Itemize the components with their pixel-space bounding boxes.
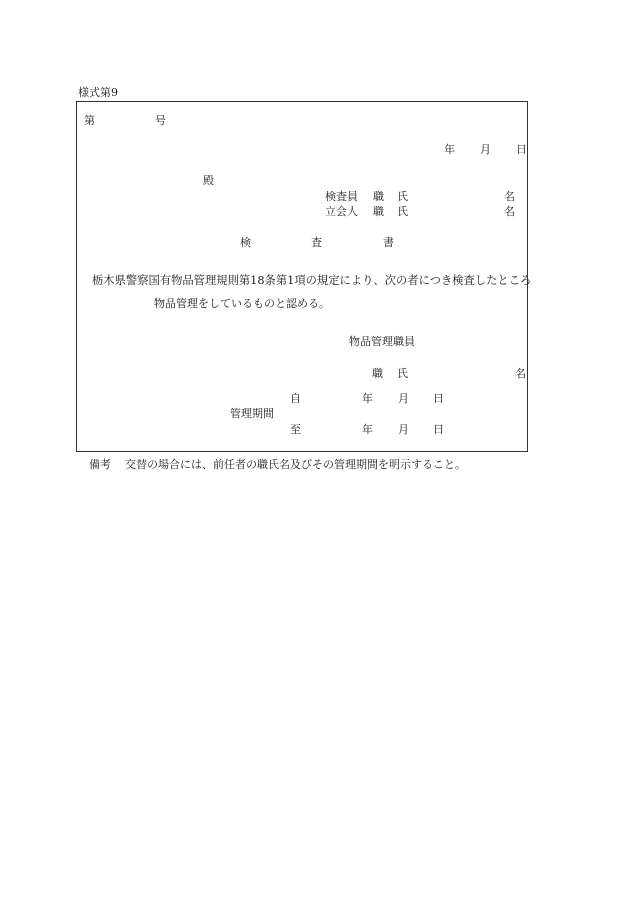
note-text: 交替の場合には、前任者の職氏名及びその管理期間を明示すること。 — [125, 458, 466, 471]
period-from-prefix: 自 — [290, 392, 301, 405]
witness-shi: 氏 — [397, 205, 408, 218]
addressee-dono: 殿 — [203, 174, 214, 187]
period-to-day: 日 — [433, 423, 444, 436]
body-line-1: 栃木県警察国有物品管理規則第18条第1項の規定により、次の者につき検査したところ — [92, 274, 532, 287]
title-char-2: 査 — [311, 236, 322, 249]
official-shi: 氏 — [397, 367, 408, 380]
form-label: 様式第9 — [78, 86, 118, 99]
title-char-3: 書 — [383, 236, 394, 249]
period-to-prefix: 至 — [290, 423, 301, 436]
period-from-year: 年 — [362, 392, 373, 405]
period-to-year: 年 — [362, 423, 373, 436]
period-to-month: 月 — [398, 423, 409, 436]
official-shoku: 職 — [372, 367, 383, 380]
period-from-month: 月 — [398, 392, 409, 405]
date-month: 月 — [480, 143, 491, 156]
note-label: 備考 — [89, 458, 111, 471]
date-year: 年 — [444, 143, 455, 156]
witness-mei: 名 — [504, 205, 515, 218]
inspector-shi: 氏 — [397, 190, 408, 203]
witness-shoku: 職 — [373, 205, 384, 218]
number-dai: 第 — [84, 114, 95, 127]
inspector-mei: 名 — [504, 190, 515, 203]
period-from-day: 日 — [433, 392, 444, 405]
official-title: 物品管理職員 — [349, 335, 415, 348]
inspector-role: 検査員 — [325, 190, 358, 203]
official-mei: 名 — [515, 367, 526, 380]
inspector-shoku: 職 — [373, 190, 384, 203]
title-char-1: 検 — [240, 236, 251, 249]
body-line-2: 物品管理をしているものと認める。 — [154, 297, 330, 310]
period-label: 管理期間 — [230, 407, 274, 420]
number-go: 号 — [155, 114, 166, 127]
date-day: 日 — [516, 143, 527, 156]
witness-role: 立会人 — [325, 205, 358, 218]
